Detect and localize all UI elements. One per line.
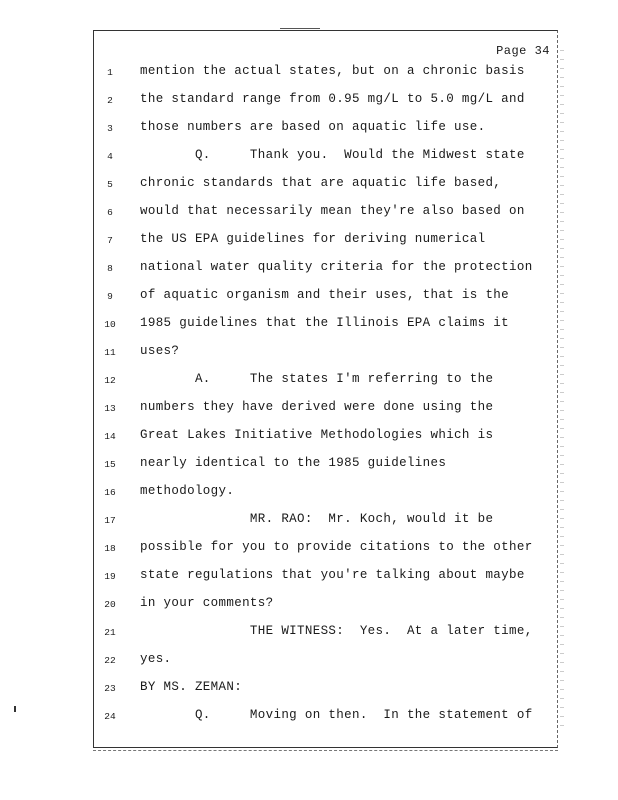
transcript-line	[0, 232, 618, 252]
line-number: 5	[107, 179, 113, 190]
line-number: 15	[104, 459, 116, 470]
line-text: would that necessarily mean they're also based on	[140, 204, 525, 218]
line-number: 2	[107, 95, 113, 106]
transcript-line	[0, 92, 618, 112]
top-rule	[280, 28, 320, 29]
line-text: A. The states I'm referring to the	[140, 372, 494, 386]
transcript-line	[0, 148, 618, 168]
transcript-line	[0, 64, 618, 84]
line-text: national water quality criteria for the protection	[140, 260, 533, 274]
line-number: 10	[104, 319, 116, 330]
transcript-line	[0, 428, 618, 448]
line-text: those numbers are based on aquatic life use.	[140, 120, 486, 134]
line-text: Q. Moving on then. In the statement of	[140, 708, 533, 722]
line-number: 1	[107, 67, 113, 78]
line-text: possible for you to provide citations to the other	[140, 540, 533, 554]
transcript-line	[0, 624, 618, 644]
line-text: Q. Thank you. Would the Midwest state	[140, 148, 525, 162]
line-number: 12	[104, 375, 116, 386]
line-text: chronic standards that are aquatic life based,	[140, 176, 502, 190]
line-number: 4	[107, 151, 113, 162]
transcript-line	[0, 400, 618, 420]
line-text: THE WITNESS: Yes. At a later time,	[140, 624, 533, 638]
line-number: 23	[104, 683, 116, 694]
transcript-line	[0, 120, 618, 140]
transcript-line	[0, 344, 618, 364]
transcript-line	[0, 708, 618, 728]
line-number: 14	[104, 431, 116, 442]
line-number: 9	[107, 291, 113, 302]
transcript-line	[0, 540, 618, 560]
line-text: in your comments?	[140, 596, 274, 610]
line-text: the US EPA guidelines for deriving numerical	[140, 232, 486, 246]
transcript-line	[0, 176, 618, 196]
line-number: 16	[104, 487, 116, 498]
line-number: 11	[104, 347, 116, 358]
line-number: 6	[107, 207, 113, 218]
transcript-line	[0, 456, 618, 476]
line-number: 13	[104, 403, 116, 414]
page-number: Page 34	[496, 44, 550, 58]
line-text: uses?	[140, 344, 180, 358]
line-text: state regulations that you're talking about maybe	[140, 568, 525, 582]
line-text: nearly identical to the 1985 guidelines	[140, 456, 447, 470]
transcript-line	[0, 260, 618, 280]
line-number: 7	[107, 235, 113, 246]
line-number: 21	[104, 627, 116, 638]
transcript-line	[0, 680, 618, 700]
line-number: 20	[104, 599, 116, 610]
transcript-line	[0, 512, 618, 532]
transcript-line	[0, 568, 618, 588]
line-text: of aquatic organism and their uses, that is the	[140, 288, 510, 302]
line-text: numbers they have derived were done using the	[140, 400, 494, 414]
line-text: Great Lakes Initiative Methodologies which is	[140, 428, 494, 442]
line-text: MR. RAO: Mr. Koch, would it be	[140, 512, 494, 526]
transcript-line	[0, 316, 618, 336]
transcript-line	[0, 372, 618, 392]
line-number: 18	[104, 543, 116, 554]
transcript-line	[0, 652, 618, 672]
line-number: 3	[107, 123, 113, 134]
line-text: 1985 guidelines that the Illinois EPA claims it	[140, 316, 510, 330]
line-number: 24	[104, 711, 116, 722]
line-text: BY MS. ZEMAN:	[140, 680, 243, 694]
line-number: 19	[104, 571, 116, 582]
line-number: 17	[104, 515, 116, 526]
transcript-line	[0, 484, 618, 504]
transcript-line	[0, 288, 618, 308]
line-number: 22	[104, 655, 116, 666]
line-text: mention the actual states, but on a chronic basis	[140, 64, 525, 78]
transcript-line	[0, 596, 618, 616]
line-text: yes.	[140, 652, 172, 666]
line-number: 8	[107, 263, 113, 274]
bottom-rule	[93, 750, 558, 752]
transcript-line	[0, 204, 618, 224]
line-text: the standard range from 0.95 mg/L to 5.0 mg/L and	[140, 92, 525, 106]
line-text: methodology.	[140, 484, 235, 498]
